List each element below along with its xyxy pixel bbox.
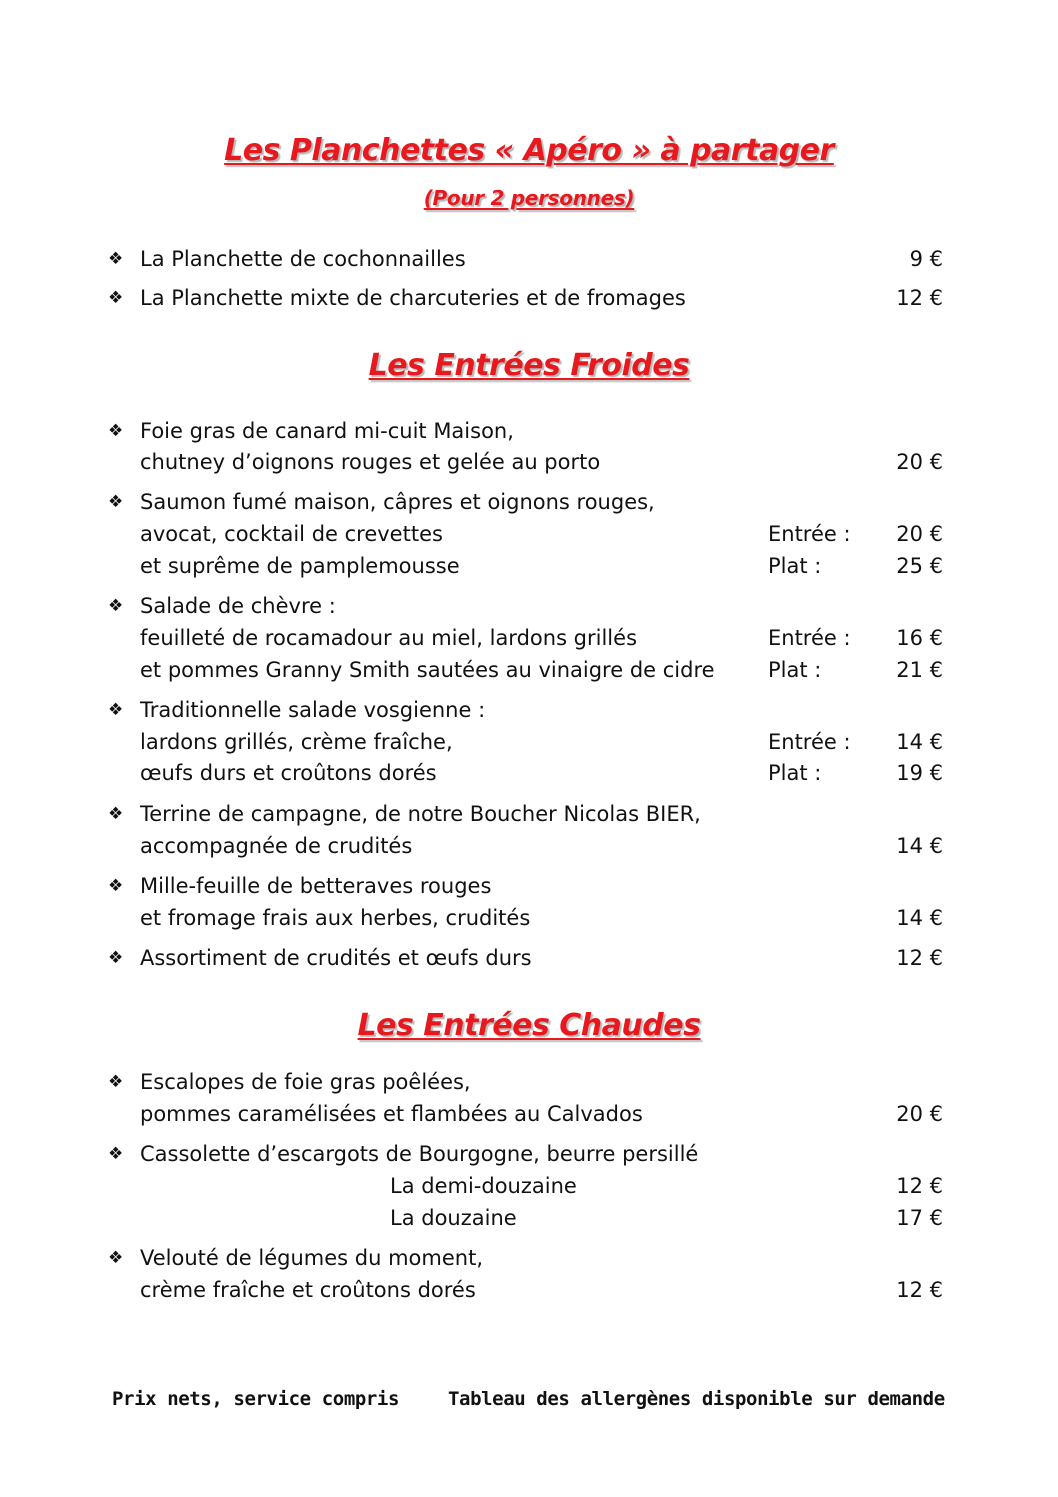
- item-price: 16 €: [896, 626, 943, 650]
- item-line: Salade de chèvre :: [140, 594, 336, 618]
- item-line: accompagnée de crudités: [140, 834, 413, 858]
- menu-item: [0, 695, 1058, 725]
- item-option: La douzaine: [390, 1206, 517, 1230]
- item-line: Velouté de légumes du moment,: [140, 1246, 484, 1270]
- item-tag: Plat :: [768, 761, 822, 785]
- item-price: 20 €: [896, 1102, 943, 1126]
- menu-item-line: [0, 1275, 1058, 1305]
- item-line: Traditionnelle salade vosgienne :: [140, 698, 486, 722]
- item-price: 17 €: [896, 1206, 943, 1230]
- footer-prices-note: Prix nets, service compris: [112, 1388, 400, 1410]
- menu-item-line: [0, 758, 1058, 788]
- item-price: 12 €: [896, 286, 943, 310]
- item-line: crème fraîche et croûtons dorés: [140, 1278, 476, 1302]
- item-tag: Entrée :: [768, 730, 851, 754]
- menu-item-line: [0, 447, 1058, 477]
- menu-item-line: [0, 727, 1058, 757]
- menu-item-line: [0, 655, 1058, 685]
- item-price: 12 €: [896, 946, 943, 970]
- menu-item: [0, 487, 1058, 517]
- bullet-icon: ❖: [108, 596, 124, 616]
- menu-item-line: [0, 623, 1058, 653]
- bullet-icon: ❖: [108, 876, 124, 896]
- menu-item: [0, 591, 1058, 621]
- item-tag: Plat :: [768, 658, 822, 682]
- item-line: pommes caramélisées et flambées au Calvados: [140, 1102, 643, 1126]
- menu-item: [0, 943, 1058, 973]
- bullet-icon: ❖: [108, 804, 124, 824]
- section-title-apero: Les Planchettes « Apéro » à partager: [224, 133, 834, 168]
- item-line: et fromage frais aux herbes, crudités: [140, 906, 531, 930]
- item-price: 21 €: [896, 658, 943, 682]
- bullet-icon: ❖: [108, 1144, 124, 1164]
- item-price: 12 €: [896, 1174, 943, 1198]
- item-price: 25 €: [896, 554, 943, 578]
- item-tag: Entrée :: [768, 522, 851, 546]
- item-price: 20 €: [896, 522, 943, 546]
- item-line: Cassolette d’escargots de Bourgogne, beurre persillé: [140, 1142, 699, 1166]
- item-name: La Planchette mixte de charcuteries et de fromages: [140, 286, 686, 310]
- bullet-icon: ❖: [108, 1248, 124, 1268]
- item-price: 12 €: [896, 1278, 943, 1302]
- menu-item-line: [0, 551, 1058, 581]
- menu-item-line: [0, 519, 1058, 549]
- item-price: 9 €: [909, 247, 943, 271]
- menu-item: [0, 416, 1058, 446]
- item-line: lardons grillés, crème fraîche,: [140, 730, 453, 754]
- bullet-icon: ❖: [108, 421, 124, 441]
- item-price: 14 €: [896, 906, 943, 930]
- footer-allergens-note: Tableau des allergènes disponible sur demande: [448, 1388, 945, 1410]
- item-line: Escalopes de foie gras poêlées,: [140, 1070, 471, 1094]
- menu-item: [0, 244, 1058, 274]
- menu-item: [0, 1139, 1058, 1169]
- menu-item: [0, 1067, 1058, 1097]
- item-line: œufs durs et croûtons dorés: [140, 761, 437, 785]
- item-line: et suprême de pamplemousse: [140, 554, 460, 578]
- item-tag: Entrée :: [768, 626, 851, 650]
- item-line: Saumon fumé maison, câpres et oignons rouges,: [140, 490, 655, 514]
- item-price: 14 €: [896, 834, 943, 858]
- item-line: avocat, cocktail de crevettes: [140, 522, 443, 546]
- item-price: 20 €: [896, 450, 943, 474]
- section-subtitle-apero: (Pour 2 personnes): [423, 186, 635, 210]
- item-line: et pommes Granny Smith sautées au vinaigre de cidre: [140, 658, 715, 682]
- item-price: 19 €: [896, 761, 943, 785]
- section-title-froides: Les Entrées Froides: [368, 348, 690, 383]
- bullet-icon: ❖: [108, 700, 124, 720]
- item-line: Terrine de campagne, de notre Boucher Nicolas BIER,: [140, 802, 701, 826]
- menu-item: [0, 799, 1058, 829]
- menu-item-line: [0, 1171, 1058, 1201]
- item-line: Mille-feuille de betteraves rouges: [140, 874, 492, 898]
- menu-item: [0, 871, 1058, 901]
- item-option: La demi-douzaine: [390, 1174, 577, 1198]
- item-tag: Plat :: [768, 554, 822, 578]
- item-line: feuilleté de rocamadour au miel, lardons grillés: [140, 626, 638, 650]
- bullet-icon: ❖: [108, 1072, 124, 1092]
- item-line: Foie gras de canard mi-cuit Maison,: [140, 419, 514, 443]
- menu-item: [0, 1243, 1058, 1273]
- section-title-chaudes: Les Entrées Chaudes: [357, 1008, 701, 1043]
- bullet-icon: ❖: [108, 492, 124, 512]
- menu-item: [0, 283, 1058, 313]
- menu-item-line: [0, 831, 1058, 861]
- item-line: chutney d’oignons rouges et gelée au porto: [140, 450, 601, 474]
- item-name: La Planchette de cochonnailles: [140, 247, 466, 271]
- item-line: Assortiment de crudités et œufs durs: [140, 946, 532, 970]
- item-price: 14 €: [896, 730, 943, 754]
- bullet-icon: ❖: [108, 288, 124, 308]
- menu-item-line: [0, 1099, 1058, 1129]
- menu-item-line: [0, 1203, 1058, 1233]
- menu-item-line: [0, 903, 1058, 933]
- bullet-icon: ❖: [108, 249, 124, 269]
- bullet-icon: ❖: [108, 948, 124, 968]
